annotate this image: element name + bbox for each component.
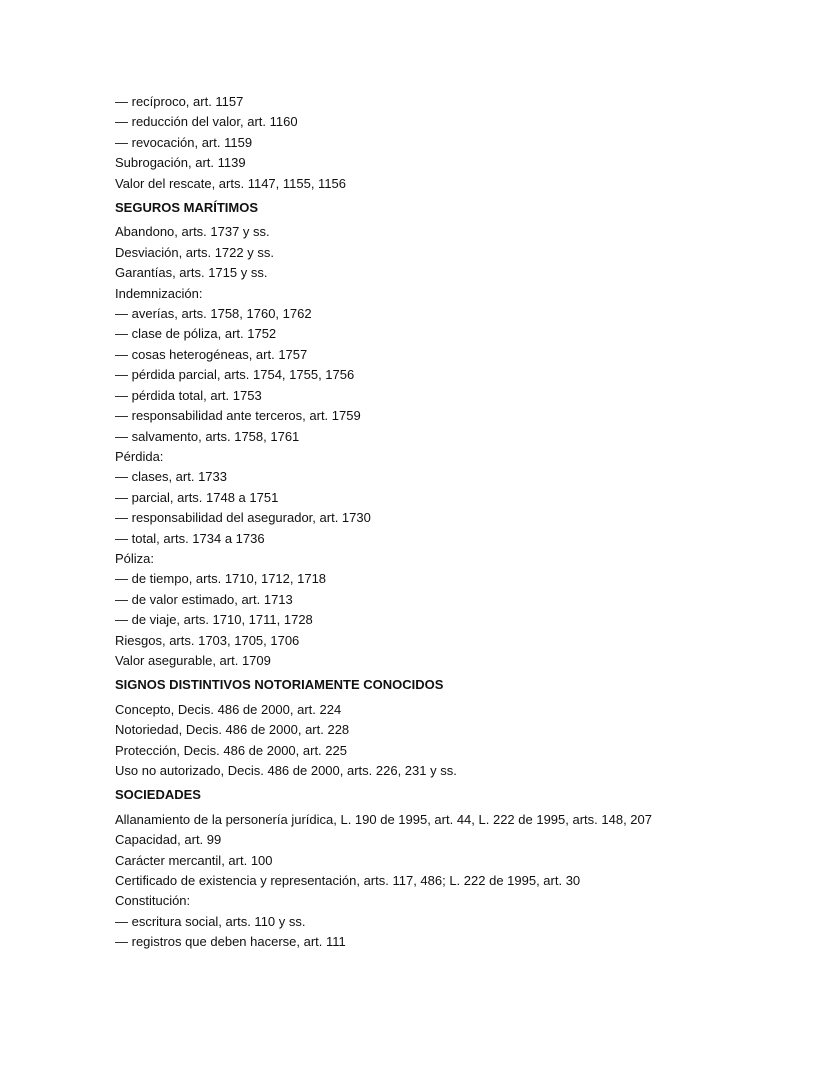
section-signos-distintivos [115, 675, 805, 781]
index-entry: — averías, arts. 1758, 1760, 1762 [115, 306, 312, 322]
index-entry: Valor del rescate, arts. 1147, 1155, 1156 [115, 175, 347, 191]
index-entry: Uso no autorizado, Decis. 486 de 2000, arts. 226, 231 y ss. [115, 763, 457, 778]
index-entry: Póliza: [115, 550, 155, 566]
index-entry: — recíproco, art. 1157 [115, 94, 244, 109]
index-entry: Garantías, arts. 1715 y ss. [115, 265, 268, 281]
index-entry: — reducción del valor, art. 1160 [115, 114, 298, 130]
section-sociedades [115, 785, 805, 952]
index-entry: Notoriedad, Decis. 486 de 2000, art. 228 [115, 722, 350, 738]
index-entry: Riesgos, arts. 1703, 1705, 1706 [115, 632, 300, 648]
index-entry: — cosas heterogéneas, art. 1757 [115, 346, 308, 362]
index-entry: Indemnización: [115, 285, 203, 301]
section-seguros-maritimos [115, 198, 805, 671]
index-entry: — registros que deben hacerse, art. 111 [115, 934, 346, 950]
index-entry: — responsabilidad ante terceros, art. 1759 [115, 408, 361, 424]
index-entry: Pérdida: [115, 448, 164, 464]
index-entry: — salvamento, arts. 1758, 1761 [115, 428, 300, 444]
index-entry: — clases, art. 1733 [115, 469, 227, 485]
index-entry: Desviación, arts. 1722 y ss. [115, 244, 274, 260]
index-entry: — total, arts. 1734 a 1736 [115, 530, 265, 546]
index-entry: — escritura social, arts. 110 y ss. [115, 913, 306, 929]
index-entry: Abandono, arts. 1737 y ss. [115, 224, 270, 240]
index-entry: Capacidad, art. 99 [115, 832, 222, 848]
index-entry: — responsabilidad del asegurador, art. 1730 [115, 510, 371, 526]
intro-section [115, 92, 805, 194]
section-heading: SIGNOS DISTINTIVOS NOTORIAMENTE CONOCIDOS [115, 677, 444, 693]
index-entry: — pérdida parcial, arts. 1754, 1755, 1756 [115, 367, 355, 383]
index-entry: Subrogación, art. 1139 [115, 155, 246, 171]
section-heading: SEGUROS MARÍTIMOS [115, 200, 259, 216]
index-entry: Constitución: [115, 893, 191, 909]
index-entry: Allanamiento de la personería jurídica, L. 190 de 1995, art. 44, L. 222 de 1995, arts. 148, 207 [115, 811, 652, 827]
index-entry: — de viaje, arts. 1710, 1711, 1728 [115, 612, 313, 628]
index-entry: Concepto, Decis. 486 de 2000, art. 224 [115, 701, 342, 717]
index-entry: Certificado de existencia y representación, arts. 117, 486; L. 222 de 1995, art. 30 [115, 873, 581, 889]
index-entry: — parcial, arts. 1748 a 1751 [115, 489, 279, 505]
index-entry: — de tiempo, arts. 1710, 1712, 1718 [115, 571, 327, 587]
index-page [115, 92, 805, 953]
section-heading: SOCIEDADES [115, 787, 201, 803]
index-entry: — revocación, art. 1159 [115, 134, 253, 150]
index-entry: Protección, Decis. 486 de 2000, art. 225 [115, 742, 347, 758]
index-entry: — pérdida total, art. 1753 [115, 387, 262, 403]
index-entry: Valor asegurable, art. 1709 [115, 652, 271, 668]
index-entry: — clase de póliza, art. 1752 [115, 326, 277, 342]
index-entry: Carácter mercantil, art. 100 [115, 852, 273, 868]
index-entry: — de valor estimado, art. 1713 [115, 591, 293, 607]
